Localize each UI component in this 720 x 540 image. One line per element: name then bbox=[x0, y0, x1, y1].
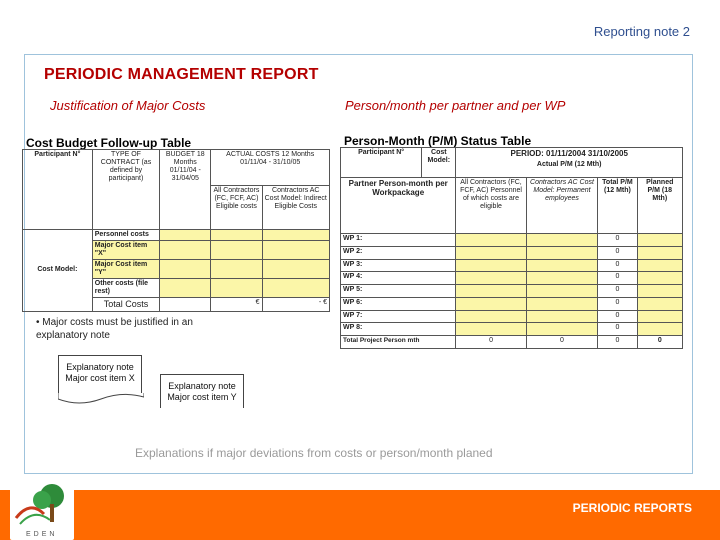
wp-label: WP 7: bbox=[341, 310, 456, 323]
all-total-cell: € bbox=[211, 298, 262, 311]
doc-y-line2: Major cost item Y bbox=[167, 392, 237, 403]
row-major-cost-y: Major Cost item "Y" bbox=[92, 260, 159, 279]
pm-partner-header: Partner Person-month per Workpackage bbox=[341, 178, 456, 234]
wp-ac-cell[interactable] bbox=[526, 310, 598, 323]
explanatory-note-y bbox=[160, 374, 244, 408]
wp-total: 0 bbox=[598, 297, 637, 310]
actual-costs-header: ACTUAL COSTS 12 Months 01/11/04 - 31/10/05 bbox=[211, 150, 330, 186]
wp-all-cell[interactable] bbox=[456, 297, 526, 310]
tree-logo-icon bbox=[10, 478, 74, 540]
doc-y-line1: Explanatory note bbox=[168, 381, 236, 391]
participant-header: Participant N° bbox=[23, 150, 93, 230]
logo-text: EDEN bbox=[26, 531, 58, 538]
all-major-x-cell[interactable] bbox=[211, 241, 262, 260]
cost-table-title: Cost Budget Follow-up Table bbox=[26, 136, 192, 150]
eden-logo bbox=[10, 478, 74, 540]
wp-ac-cell[interactable] bbox=[526, 297, 598, 310]
all-other-cell[interactable] bbox=[211, 279, 262, 298]
wp-all-cell[interactable] bbox=[456, 323, 526, 336]
pm-all-contractors-header: All Contractors (FC, FCF, AC) Personnel of which costs are eligible bbox=[456, 178, 526, 234]
budget-total-cell bbox=[160, 298, 211, 311]
wp-total: 0 bbox=[598, 259, 637, 272]
wp-all-cell[interactable] bbox=[456, 234, 526, 247]
ac-personnel-cell[interactable] bbox=[262, 230, 329, 241]
row-personnel-costs: Personnel costs bbox=[92, 230, 159, 241]
wp-label: WP 4: bbox=[341, 272, 456, 285]
wp-label: WP 5: bbox=[341, 285, 456, 298]
pm-total-total: 0 bbox=[598, 336, 637, 349]
wp-planned-cell[interactable] bbox=[637, 246, 682, 259]
budget-other-cell[interactable] bbox=[160, 279, 211, 298]
reporting-note-label: Reporting note 2 bbox=[593, 24, 690, 39]
wp-planned-cell[interactable] bbox=[637, 323, 682, 336]
pm-cost-model-header: Cost Model: bbox=[422, 148, 456, 178]
budget-major-x-cell[interactable] bbox=[160, 241, 211, 260]
pm-total-ac: 0 bbox=[526, 336, 598, 349]
wp-ac-cell[interactable] bbox=[526, 246, 598, 259]
wp-planned-cell[interactable] bbox=[637, 285, 682, 298]
pm-planned-header: Planned P/M (18 Mth) bbox=[637, 178, 682, 234]
doc-x-line2: Major cost item X bbox=[65, 373, 135, 384]
cost-model-label: Cost Model: bbox=[23, 230, 93, 312]
ac-major-y-cell[interactable] bbox=[262, 260, 329, 279]
wp-planned-cell[interactable] bbox=[637, 297, 682, 310]
major-costs-note: • Major costs must be justified in an explanatory note bbox=[36, 317, 193, 341]
wp-planned-cell[interactable] bbox=[637, 310, 682, 323]
ac-total-cell: - € bbox=[262, 298, 329, 311]
pm-total-planned: 0 bbox=[637, 336, 682, 349]
wp-all-cell[interactable] bbox=[456, 272, 526, 285]
budget-major-y-cell[interactable] bbox=[160, 260, 211, 279]
wp-ac-cell[interactable] bbox=[526, 272, 598, 285]
wp-ac-cell[interactable] bbox=[526, 259, 598, 272]
wp-total: 0 bbox=[598, 285, 637, 298]
wp-all-cell[interactable] bbox=[456, 259, 526, 272]
budget-header: BUDGET 18 Months 01/11/04 - 31/04/05 bbox=[160, 150, 211, 230]
pm-participant-header: Participant N° bbox=[341, 148, 422, 178]
contract-type-header: TYPE OF CONTRACT (as defined by participant) bbox=[92, 150, 159, 230]
wp-label: WP 8: bbox=[341, 323, 456, 336]
row-other-costs: Other costs (file rest) bbox=[92, 279, 159, 298]
total-costs-label: Total Costs bbox=[92, 298, 159, 311]
wp-total: 0 bbox=[598, 323, 637, 336]
wp-label: WP 3: bbox=[341, 259, 456, 272]
wp-planned-cell[interactable] bbox=[637, 259, 682, 272]
wp-all-cell[interactable] bbox=[456, 310, 526, 323]
pm-period: PERIOD: 01/11/2004 31/10/2005 bbox=[510, 149, 628, 158]
footer-label: PERIODIC REPORTS bbox=[572, 501, 692, 515]
pm-total-all: 0 bbox=[456, 336, 526, 349]
wp-label: WP 6: bbox=[341, 297, 456, 310]
wp-label: WP 2: bbox=[341, 246, 456, 259]
cost-budget-table bbox=[22, 149, 330, 312]
pm-actual-header: Actual P/M (12 Mth) bbox=[536, 161, 602, 169]
pm-total-row-label: Total Project Person mth bbox=[341, 336, 456, 349]
subtitle-major-costs: Justification of Major Costs bbox=[50, 98, 206, 113]
doc-x-line1: Explanatory note bbox=[66, 362, 134, 372]
ac-contractors-header: Contractors AC Cost Model: Indirect Eligible Costs bbox=[262, 186, 329, 230]
person-month-table bbox=[340, 147, 683, 349]
explanation-text: Explanations if major deviations from costs or person/month planed bbox=[135, 446, 493, 460]
explanatory-note-x bbox=[58, 355, 142, 397]
ac-other-cell[interactable] bbox=[262, 279, 329, 298]
pm-ac-contractors-header: Contractors AC Cost Model: Permanent employees bbox=[526, 178, 598, 234]
page-title: PERIODIC MANAGEMENT REPORT bbox=[44, 66, 319, 83]
doc-wave-icon bbox=[58, 393, 144, 407]
wp-total: 0 bbox=[598, 246, 637, 259]
subtitle-person-month: Person/month per partner and per WP bbox=[345, 98, 566, 113]
row-major-cost-x: Major Cost item "X" bbox=[92, 241, 159, 260]
wp-label: WP 1: bbox=[341, 234, 456, 247]
wp-all-cell[interactable] bbox=[456, 246, 526, 259]
wp-all-cell[interactable] bbox=[456, 285, 526, 298]
wp-ac-cell[interactable] bbox=[526, 234, 598, 247]
all-personnel-cell[interactable] bbox=[211, 230, 262, 241]
wp-total: 0 bbox=[598, 272, 637, 285]
wp-total: 0 bbox=[598, 234, 637, 247]
pm-total-header: Total P/M (12 Mth) bbox=[598, 178, 637, 234]
wp-planned-cell[interactable] bbox=[637, 272, 682, 285]
all-major-y-cell[interactable] bbox=[211, 260, 262, 279]
footer-bar bbox=[0, 490, 720, 540]
budget-personnel-cell[interactable] bbox=[160, 230, 211, 241]
wp-ac-cell[interactable] bbox=[526, 323, 598, 336]
wp-total: 0 bbox=[598, 310, 637, 323]
pm-table-title: Person-Month (P/M) Status Table bbox=[344, 134, 532, 148]
ac-major-x-cell[interactable] bbox=[262, 241, 329, 260]
wp-planned-cell[interactable] bbox=[637, 234, 682, 247]
all-contractors-header: All Contractors (FC, FCF, AC) Eligible costs bbox=[211, 186, 262, 230]
wp-ac-cell[interactable] bbox=[526, 285, 598, 298]
